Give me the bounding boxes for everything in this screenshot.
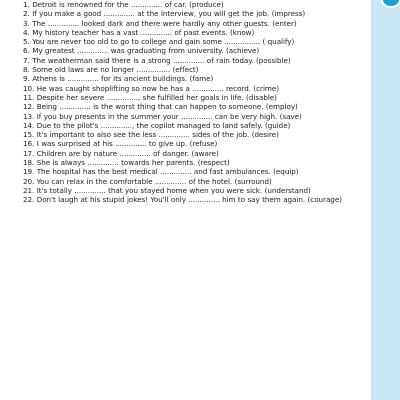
exercise-item: 7. The weatherman said there is a strong .............. of rain today. (possible) [23,55,291,65]
exercise-item: 16. I was surprised at his .............. to give up. (refuse) [23,139,218,149]
side-margin-band [371,0,400,400]
exercise-item: 18. She is always .............. towards her parents. (respect) [23,158,230,168]
exercise-item: 8. Some old laws are no longer ............... (effect) [23,65,199,75]
exercise-item: 17. Children are by nature .............. of danger. (aware) [23,148,219,158]
exercise-item: 13. If you buy presents in the summer your .............. can be very high. (save) [23,111,302,121]
exercise-item: 6. My greatest .............. was graduating from university. (achieve) [23,46,260,56]
exercise-item: 15. It's important to also see the less .............. sides of the job. (desire) [23,130,279,140]
exercise-item: 20. You can relax in the comfortable .............. of the hotel. (surround) [23,176,272,186]
exercise-item: 2. If you make a good .............. at the interview, you will get the job. (impress) [23,9,306,19]
exercise-item: 12. Being .............. is the worst thing that can happen to someone. (employ) [23,102,298,112]
exercise-item: 14. Due to the pilot's .............., the copilot managed to land safely. (guide) [23,120,291,130]
exercise-item: 22. Don't laugh at his stupid jokes! You'll only .............. him to say them again. (courage) [23,195,342,205]
exercise-item: 1. Detroit is renowned for the .............. of car. (produce) [23,0,224,9]
exercise-item: 9. Athens is .............. for its ancient buildings. (fame) [23,74,214,84]
exercise-item: 10. He was caught shoplifting so now he has a .............. record. (crime) [23,83,279,93]
exercise-item: 5. You are never too old to go to college and gain some ................ ( qualify) [23,37,295,47]
exercise-item: 19. The hospital has the best medical .............. and fast ambulances. (equip) [23,167,299,177]
exercise-list [23,0,358,205]
exercise-item: 3. The .............. looked dark and there were hardly any other guests. (enter) [23,18,297,28]
exercise-item: 4. My history teacher has a vast .............. of past events. (know) [23,27,255,37]
exercise-item: 21. It's totally .............. that you stayed home when you were sick. (understand) [23,185,311,195]
exercise-item: 11. Despite her severe .............., she fulfilled her goals in life. (disable) [23,92,277,102]
